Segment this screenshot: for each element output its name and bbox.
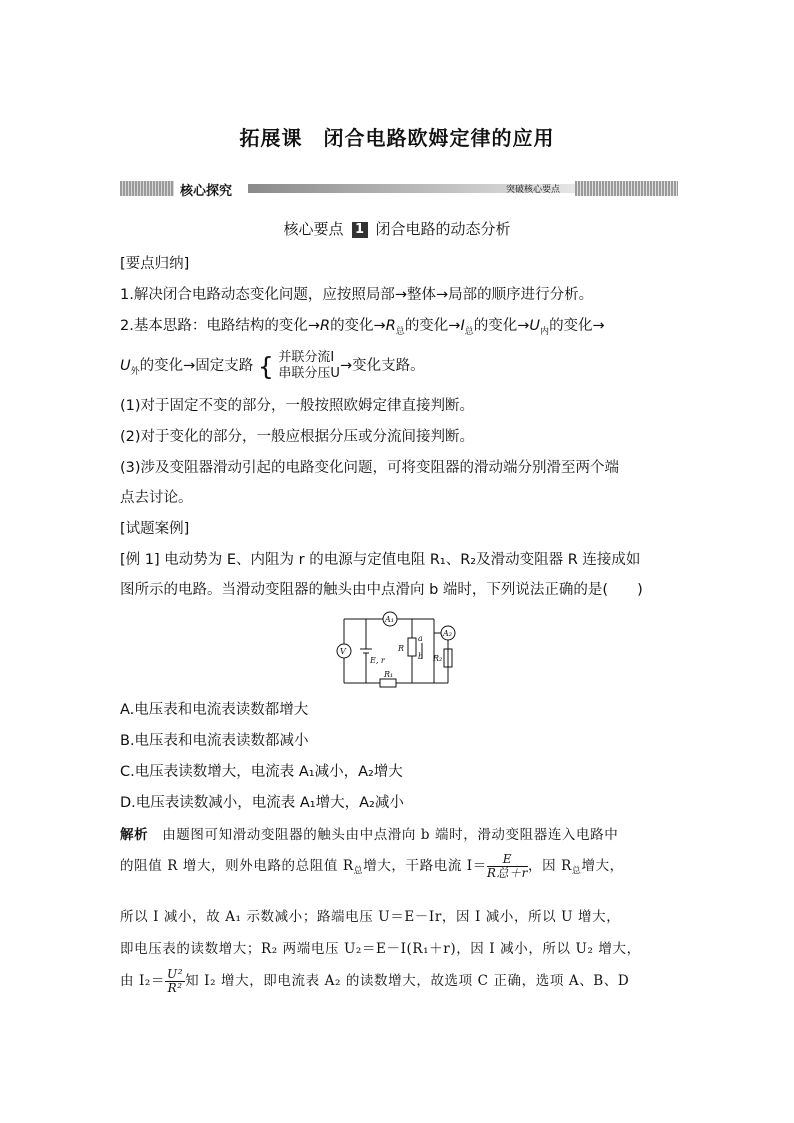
line2-text: 的变化→ <box>473 318 530 334</box>
example-line-2: 图所示的电路。当滑动变阻器的触头由中点滑向 b 端时，下列说法正确的是( ) <box>120 582 643 598</box>
banner-stripe-left <box>120 181 174 196</box>
label-r1: R₁ <box>384 670 394 679</box>
fraction-denominator: R总＋r <box>486 866 529 880</box>
page-title: 拓展课 闭合电路欧姆定律的应用 <box>239 126 555 150</box>
circuit-diagram <box>330 603 466 691</box>
subscript-outer: 外 <box>130 366 140 377</box>
option-c: C.电压表读数增大，电流表 A₁减小，A₂增大 <box>120 764 403 780</box>
line2-text: 的变化→ <box>404 318 461 334</box>
fraction-i2 <box>165 968 185 995</box>
var-R: R <box>319 318 331 334</box>
keypoint-heading <box>0 218 794 239</box>
solution-text: 增大，干路电流 I＝ <box>363 858 487 874</box>
item-2: (2)对于变化的部分，一般应根据分压或分流间接判断。 <box>120 429 475 445</box>
solution-line-4: 即电压表的读数增大；R₂ 两端电压 U₂＝E－I(R₁＋r)，因 I 减小，所以 U₂ 增大， <box>120 941 641 957</box>
subscript-total: 总 <box>353 866 364 877</box>
solution-text: 由题图可知滑动变阻器的触头由中点滑向 b 端时，滑动变阻器连入电路中 <box>162 827 619 843</box>
solution-label: 解析 <box>120 827 149 843</box>
label-v: V <box>340 647 346 656</box>
fraction-numerator: U² <box>167 967 184 981</box>
fraction-denominator: R² <box>167 981 183 995</box>
branch-parallel: 并联分流I <box>278 350 335 365</box>
line-1: 1.解决闭合电路动态变化问题，应按照局部→整体→局部的顺序进行分析。 <box>120 287 594 303</box>
var-R-total: R <box>385 318 396 334</box>
subscript-total: 总 <box>395 326 405 337</box>
solution-text: 的阻值 R 增大，则外电路的总阻值 R <box>120 858 354 874</box>
item-3-cont: 点去讨论。 <box>120 490 193 506</box>
solution-text: 由 I₂＝ <box>120 973 166 989</box>
option-b: B.电压表和电流表读数都减小 <box>120 733 309 749</box>
solution-text: 知 I₂ 增大，即电流表 A₂ 的读数增大，故选项 C 正确，选项 A、B、D <box>185 973 630 989</box>
line2-text: 的变化→ <box>330 318 386 334</box>
keypoint-name: 闭合电路的动态分析 <box>375 220 511 238</box>
branch-box <box>278 350 340 382</box>
line2-text: 的变化→ <box>549 318 605 334</box>
fraction-numerator: E <box>487 853 528 867</box>
summary-heading: [要点归纳] <box>120 256 190 272</box>
var-U-outer: U <box>120 358 131 374</box>
solution-text: ，因 R <box>528 858 572 874</box>
solution-line-5 <box>120 968 629 995</box>
label-r2: R₂ <box>433 654 443 663</box>
label-b: b <box>418 652 424 661</box>
var-U-inner: U <box>529 318 541 334</box>
line-3 <box>120 350 425 382</box>
banner-stripe-right <box>575 181 678 196</box>
banner-gradient <box>248 184 620 193</box>
keypoint-number: 1 <box>352 222 368 238</box>
keypoint-prefix: 核心要点 <box>283 220 344 238</box>
example-line-1: [例 1] 电动势为 E、内阻为 r 的电源与定值电阻 R₁、R₂及滑动变阻器 R 连接成如 <box>120 552 641 568</box>
line3-text: 的变化→固定支路 <box>139 358 254 374</box>
fraction-current <box>487 853 528 880</box>
label-a1: A₁ <box>385 615 394 624</box>
label-a: a <box>418 634 423 643</box>
label-r: R <box>398 644 405 653</box>
section-banner <box>120 181 678 199</box>
item-1: (1)对于固定不变的部分，一般按照欧姆定律直接判断。 <box>120 398 475 414</box>
branch-series: 串联分压U <box>278 366 340 381</box>
subscript-inner: 内 <box>540 326 550 337</box>
solution-text: 增大， <box>581 858 624 874</box>
option-d: D.电压表读数减小，电流表 A₁增大，A₂减小 <box>120 795 404 811</box>
item-3: (3)涉及变阻器滑动引起的电路变化问题，可将变阻器的滑动端分别滑至两个端 <box>120 460 620 476</box>
subscript-total: 总 <box>464 326 474 337</box>
subscript-total: 总 <box>571 866 582 877</box>
line2-text: 2.基本思路：电路结构的变化→ <box>120 318 320 334</box>
line3-text: →变化支路。 <box>339 358 425 374</box>
label-a2: A₂ <box>443 629 452 638</box>
section-core-label: 核心探究 <box>180 184 233 199</box>
var-I-total: I <box>460 318 465 334</box>
line-2 <box>120 314 605 337</box>
solution-line-3: 所以 I 减小，故 A₁ 示数减小；路端电压 U＝E－Ir，因 I 减小，所以 U 增大， <box>120 909 621 925</box>
option-a: A.电压表和电流表读数都增大 <box>120 702 309 718</box>
case-heading: [试题案例] <box>120 521 190 537</box>
solution-line-2 <box>120 853 624 880</box>
solution-line-1 <box>120 823 618 843</box>
label-er: E, r <box>370 656 385 665</box>
brace-icon: { <box>257 351 274 381</box>
section-tag: 突破核心要点 <box>506 185 561 195</box>
